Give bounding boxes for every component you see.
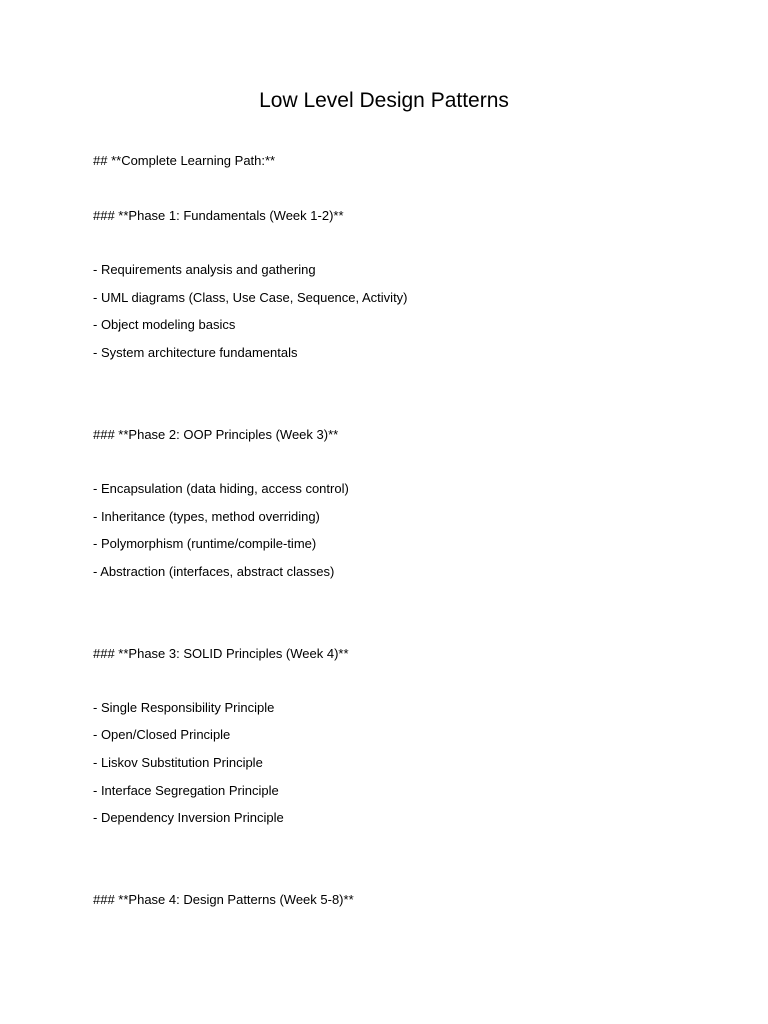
list-item: - Inheritance (types, method overriding) (93, 509, 320, 524)
list-item: - Requirements analysis and gathering (93, 262, 316, 277)
list-item: - Encapsulation (data hiding, access control) (93, 481, 349, 496)
list-item: - Single Responsibility Principle (93, 700, 275, 715)
list-item: - Dependency Inversion Principle (93, 810, 284, 825)
phase-4-heading: ### **Phase 4: Design Patterns (Week 5-8)** (93, 892, 354, 907)
list-item: - Liskov Substitution Principle (93, 755, 263, 770)
list-item: - Abstraction (interfaces, abstract classes) (93, 564, 335, 579)
list-item: - Polymorphism (runtime/compile-time) (93, 536, 317, 551)
section-heading: ## **Complete Learning Path:** (93, 153, 276, 168)
phase-3-heading: ### **Phase 3: SOLID Principles (Week 4)** (93, 646, 349, 661)
list-item: - Object modeling basics (93, 317, 236, 332)
list-item: - Open/Closed Principle (93, 727, 231, 742)
list-item: - UML diagrams (Class, Use Case, Sequence, Activity) (93, 290, 408, 305)
document-title: Low Level Design Patterns (259, 89, 509, 112)
list-item: - Interface Segregation Principle (93, 783, 279, 798)
phase-2-heading: ### **Phase 2: OOP Principles (Week 3)** (93, 427, 339, 442)
list-item: - System architecture fundamentals (93, 345, 298, 360)
phase-1-heading: ### **Phase 1: Fundamentals (Week 1-2)** (93, 208, 344, 223)
